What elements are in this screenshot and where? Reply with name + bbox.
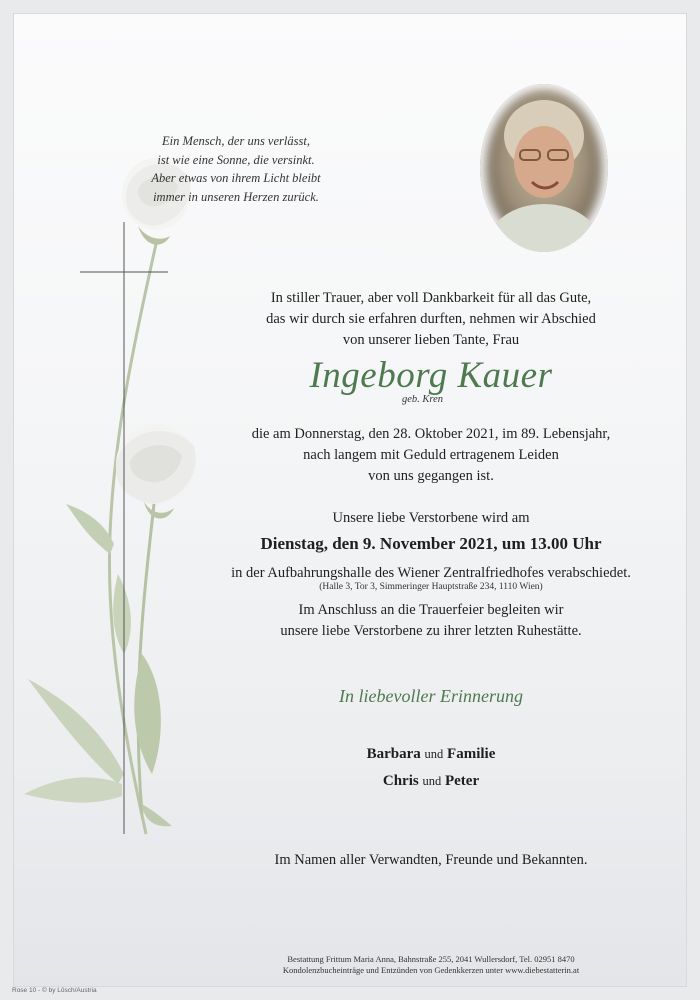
leaf-6 — [142, 804, 172, 826]
mourner-name: Peter — [444, 773, 480, 789]
death-line: die am Donnerstag, den 28. Oktober 2021, im 89. Lebensjahr, — [251, 426, 611, 442]
intro-line: das wir durch sie erfahren durften, nehmen wir Abschied — [266, 311, 596, 327]
mourner-name: Barbara — [366, 746, 421, 762]
mourner-conjunction: und — [422, 774, 442, 788]
ceremony-address: (Halle 3, Tor 3, Simmeringer Hauptstraße 234, 1110 Wien) — [319, 582, 543, 592]
funeral-home-footer — [194, 954, 668, 976]
leaf-4 — [24, 777, 122, 802]
memorial-quote — [116, 132, 356, 206]
death-line: von uns gegangen ist. — [368, 468, 494, 484]
ceremony-intro: Unsere liebe Verstorbene wird am — [332, 510, 530, 526]
obituary-sheet — [14, 14, 686, 986]
quote-line: ist wie eine Sonne, die versinkt. — [157, 152, 315, 167]
ceremony-date: Dienstag, den 9. November 2021, um 13.00 Uhr — [260, 534, 602, 553]
leaf-5 — [28, 679, 124, 784]
leaf-1 — [66, 504, 114, 554]
mourner-name: Familie — [447, 746, 496, 762]
closing-line: Im Namen aller Verwandten, Freunde und Bekannten. — [274, 852, 588, 868]
mourners-line-2 — [194, 773, 668, 790]
intro-line: In stiller Trauer, aber voll Dankbarkeit für all das Gute, — [270, 290, 592, 306]
intro-text — [194, 288, 668, 351]
memory-heading: In liebevoller Erinnerung — [339, 686, 523, 706]
quote-line: Ein Mensch, der uns verlässt, — [162, 134, 310, 148]
ceremony-place: in der Aufbahrungshalle des Wiener Zentralfriedhofes verabschiedet. — [231, 565, 631, 581]
maiden-name: geb. Kren — [402, 394, 444, 405]
ceremony-after — [194, 600, 668, 642]
mourners-line-1 — [194, 746, 668, 763]
portrait-photo — [480, 84, 608, 252]
mourner-name: Chris — [382, 773, 419, 789]
portrait-illustration — [480, 84, 608, 252]
after-line: Im Anschluss an die Trauerfeier begleiten wir — [298, 602, 564, 618]
footer-line: Kondolenzbucheinträge und Entzünden von Gedenkkerzen unter www.diebestatterin.at — [282, 965, 580, 975]
death-line: nach langem mit Geduld ertragenem Leiden — [303, 447, 559, 463]
rose-lower — [116, 424, 196, 519]
deceased-name: Ingeborg Kauer — [309, 355, 553, 396]
intro-line: von unserer lieben Tante, Frau — [342, 332, 520, 348]
mourner-conjunction: und — [424, 747, 444, 761]
death-notice — [194, 424, 668, 487]
quote-line: immer in unseren Herzen zurück. — [153, 189, 319, 204]
quote-line: Aber etwas von ihrem Licht bleibt — [151, 171, 321, 185]
footer-line: Bestattung Frittum Maria Anna, Bahnstraße 255, 2041 Wullersdorf, Tel. 02951 8470 — [287, 954, 575, 964]
leaf-2 — [113, 574, 131, 654]
after-line: unsere liebe Verstorbene zu ihrer letzten Ruhestätte. — [280, 623, 582, 639]
image-credit: Rose 10 - © by Lösch/Austria — [12, 987, 97, 994]
